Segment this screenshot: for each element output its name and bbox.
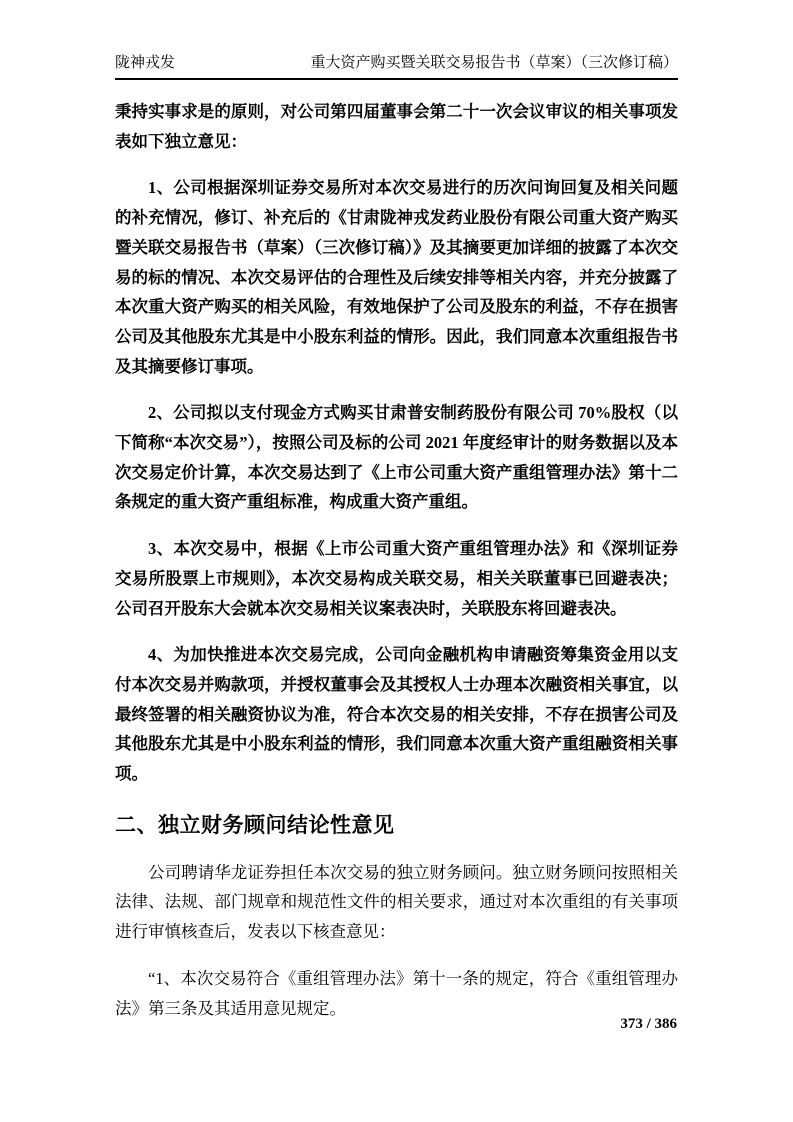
page-header bbox=[115, 54, 678, 80]
opinion-item-2: 2、公司拟以支付现金方式购买甘肃普安制药股份有限公司 70%股权（以下简称“本次交易”），按照公司及标的公司 2021 年度经审计的财务数据以及本次交易定价计算，本次交易达到了《上市公司重大资产重组管理办法》第十二条规定的重大资产重组标准，构成重大资产重组。 bbox=[115, 403, 678, 512]
advisor-paragraph-2: “1、本次交易符合《重组管理办法》第十一条的规定，符合《重组管理办法》第三条及其适用意见规定。 bbox=[115, 968, 678, 1018]
header-report-title: 重大资产购买暨关联交易报告书（草案）（三次修订稿） bbox=[310, 55, 678, 71]
advisor-paragraph-1: 公司聘请华龙证券担任本次交易的独立财务顾问。独立财务顾问按照相关法律、法规、部门规章和规范性文件的相关要求，通过对本次重组的有关事项进行审慎核查后，发表以下核查意见： bbox=[115, 862, 678, 942]
header-company-name: 陇神戎发 bbox=[115, 55, 176, 71]
page-number: 373 / 386 bbox=[620, 1016, 677, 1032]
document-body bbox=[115, 97, 678, 1023]
page-footer bbox=[620, 1016, 677, 1033]
opinion-item-3: 3、本次交易中，根据《上市公司重大资产重组管理办法》和《深圳证券交易所股票上市规则》，本次交易构成关联交易，相关关联董事已回避表决；公司召开股东大会就本次交易相关议案表决时，关联股东将回避表决。 bbox=[115, 539, 678, 618]
section-heading-independent-financial-advisor: 二、独立财务顾问结论性意见 bbox=[115, 813, 395, 837]
intro-paragraph: 秉持实事求是的原则，对公司第四届董事会第二十一次会议审议的相关事项发表如下独立意见： bbox=[115, 102, 678, 151]
opinion-item-4: 4、为加快推进本次交易完成，公司向金融机构申请融资筹集资金用以支付本次交易并购款项，并授权董事会及其授权人士办理本次融资相关事宜，以最终签署的相关融资协议为准，符合本次交易的相关安排，不存在损害公司及其他股东尤其是中小股东利益的情形，我们同意本次重大资产重组融资相关事项。 bbox=[115, 645, 678, 784]
opinion-item-1: 1、公司根据深圳证券交易所对本次交易进行的历次问询回复及相关问题的补充情况，修订、补充后的《甘肃陇神戎发药业股份有限公司重大资产购买暨关联交易报告书（草案）（三次修订稿）》及其摘要更加详细的披露了本次交易的标的情况、本次交易评估的合理性及后续安排等相关内容，并充分披露了本次重大资产购买的相关风险，有效地保护了公司及股东的利益，不存在损害公司及其他股东尤其是中小股东利益的情形。因此，我们同意本次重组报告书及其摘要修订事项。 bbox=[115, 178, 678, 376]
